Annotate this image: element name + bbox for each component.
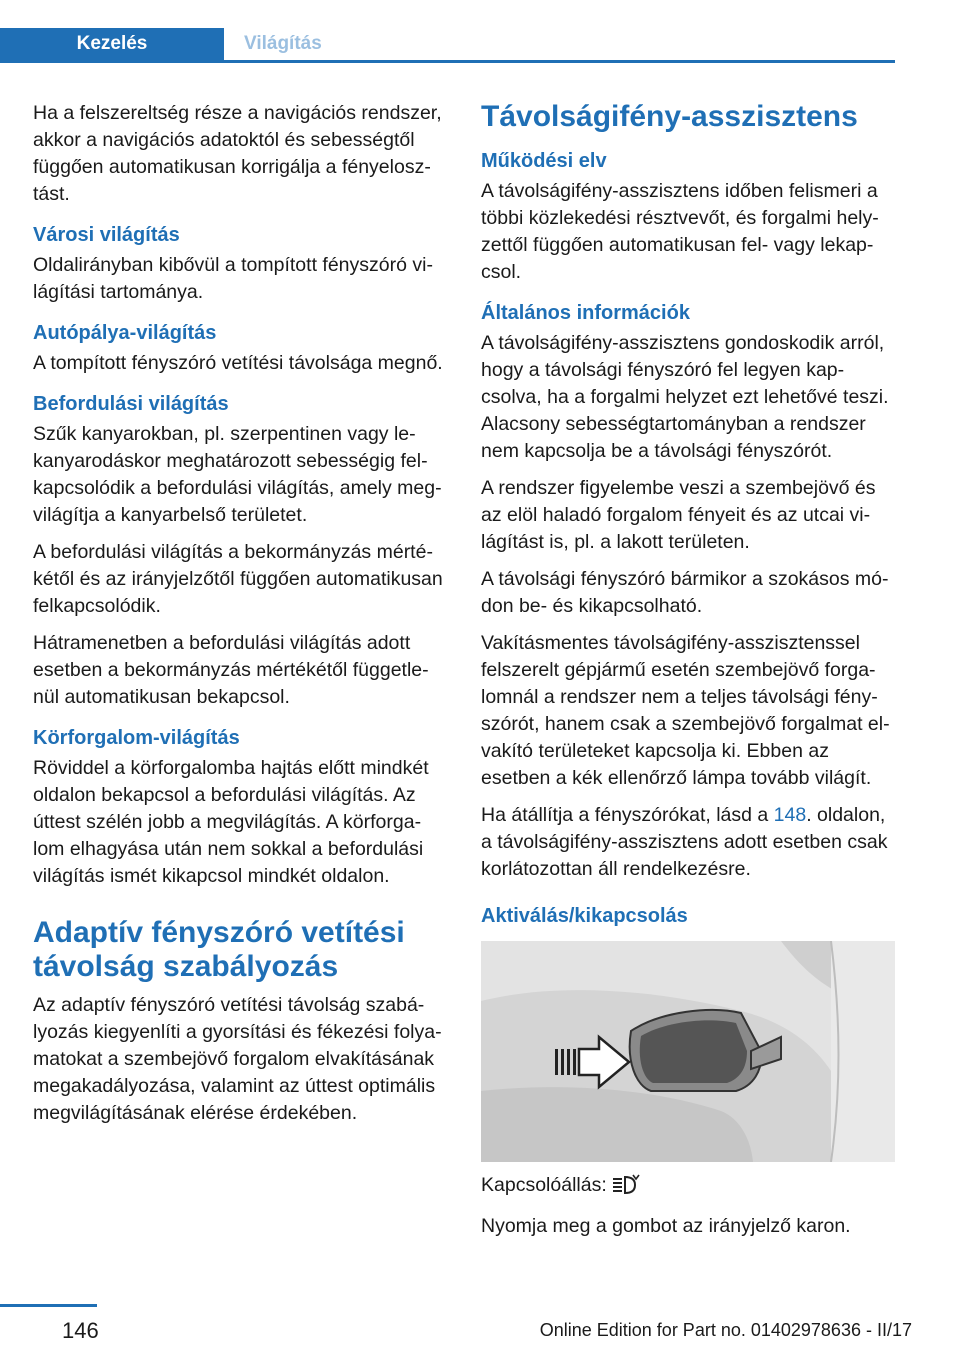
- intro-paragraph: Ha a felszereltség része a navigációs rendszer, akkor a navigációs adatoktól és sebességtől függően automatikusan korrigálja a fényelosztást.: [33, 102, 442, 205]
- heading-befordulasi: Befordulási világítás: [33, 393, 229, 415]
- page-link-148[interactable]: 148: [773, 804, 807, 826]
- p5-before: Ha átállítja a fényszórókat, lásd a: [481, 804, 774, 826]
- varosi-text: Oldalirányban kibővül a tompított fényszóró világítási tartománya.: [33, 254, 433, 303]
- altalanos-p3: A távolsági fényszóró bármikor a szokásos módon be- és kikapcsolható.: [481, 568, 889, 617]
- altalanos-p2: A rendszer figyelembe veszi a szembejövő és az elöl haladó forgalom fényeit és az utcai világítást is, pl. a lakott területen.: [481, 477, 876, 553]
- korforgalom-text: Röviddel a körforgalomba hajtás előtt mindkét oldalon bekapcsol a befordulási világítás. Az úttest szélén jobb a megvilágítás. A körforgalom elhagyása után nem sokkal a befordulási világítás ismét kikapcsol mindkét oldalon.: [33, 757, 429, 887]
- altalanos-p1: A távolságifény-asszisztens gondoskodik arról, hogy a távolsági fényszóró fel legyen kapcsolva, ha a forgalmi helyzet ezt lehetővé teszi. Alacsony sebességtartományban a rendszer nem kapcsolja be a távolsági fényszórót.: [481, 332, 889, 462]
- mukodesi-text: A távolságifény-asszisztens időben felismeri a többi közlekedési résztvevőt, és forgalmi helyzettől függően automatikusan fel- vagy lekapcsol.: [481, 180, 879, 283]
- left-column: [33, 100, 445, 1137]
- heading-adaptiv: Adaptív fényszóró vetítési távolság szabályozás: [33, 916, 405, 983]
- befordulasi-p2: A befordulási világítás a bekormányzás mértékétől és az irányjelzőtől függően automatikusan felkapcsolódik.: [33, 541, 443, 617]
- turn-signal-lever-illustration: [481, 941, 895, 1162]
- befordulasi-p3: Hátramenetben a befordulási világítás adott esetben a bekormányzás mértékétől függetlenül automatikusan bekapcsol.: [33, 632, 429, 708]
- adaptiv-text: Az adaptív fényszóró vetítési távolság szabályozás kiegyenlíti a gyorsítási és fékezési folyamatokat a szembejövő forgalom elvakításának megakadályozása, valamint az úttest optimális megvilágításának elérése érdekében.: [33, 994, 442, 1124]
- right-column: [481, 100, 893, 1250]
- heading-autopalya: Autópálya-világítás: [33, 322, 217, 344]
- heading-korforgalom: Körforgalom-világítás: [33, 727, 240, 749]
- page-title: Távolságifény-asszisztens: [481, 100, 858, 133]
- high-beam-assistant-icon: [613, 1173, 641, 1203]
- altalanos-p5: [481, 802, 893, 883]
- lever-drawing: [481, 941, 895, 1162]
- autopalya-text: A tompított fényszóró vetítési távolsága megnő.: [33, 352, 443, 374]
- footer-accent-line: [0, 1304, 97, 1307]
- p5-after: . oldalon, a távolságifény-asszisztens adott esetben csak korlátozottan áll rendelkezésre.: [481, 804, 888, 880]
- heading-mukodesi: Működési elv: [481, 150, 607, 172]
- switch-position-line: [481, 1172, 893, 1203]
- heading-aktivalas: Aktiválás/kikapcsolás: [481, 905, 688, 927]
- altalanos-p4: Vakításmentes távolságifény-asszisztenssel felszerelt gépjármű esetén szembejövő forgalomnál a rendszer nem a teljes távolsági fényszórót, hanem csak a szembejövő forgalmat elvakító területeket kapcsolja ki. Ebben az esetben a kék ellenőrző lámpa tovább világít.: [481, 632, 890, 789]
- switch-label: Kapcsolóállás:: [481, 1174, 607, 1196]
- heading-varosi: Városi világítás: [33, 224, 180, 246]
- page-number: 146: [62, 1318, 99, 1343]
- edition-note: Online Edition for Part no. 01402978636 - II/17: [539, 1320, 912, 1340]
- befordulasi-p1: Szűk kanyarokban, pl. szerpentinen vagy lekanyarodáskor meghatározott sebességig felkapcsolódik a befordulási világítás, amely megvilágítja a kanyarbelső területet.: [33, 423, 442, 526]
- heading-altalanos: Általános információk: [481, 302, 690, 324]
- header-tabbar: [0, 28, 895, 63]
- tab-vilagitas[interactable]: Világítás: [244, 33, 322, 54]
- tab-kezeles[interactable]: Kezelés: [0, 28, 224, 60]
- instruction-text: Nyomja meg a gombot az irányjelző karon.: [481, 1215, 851, 1237]
